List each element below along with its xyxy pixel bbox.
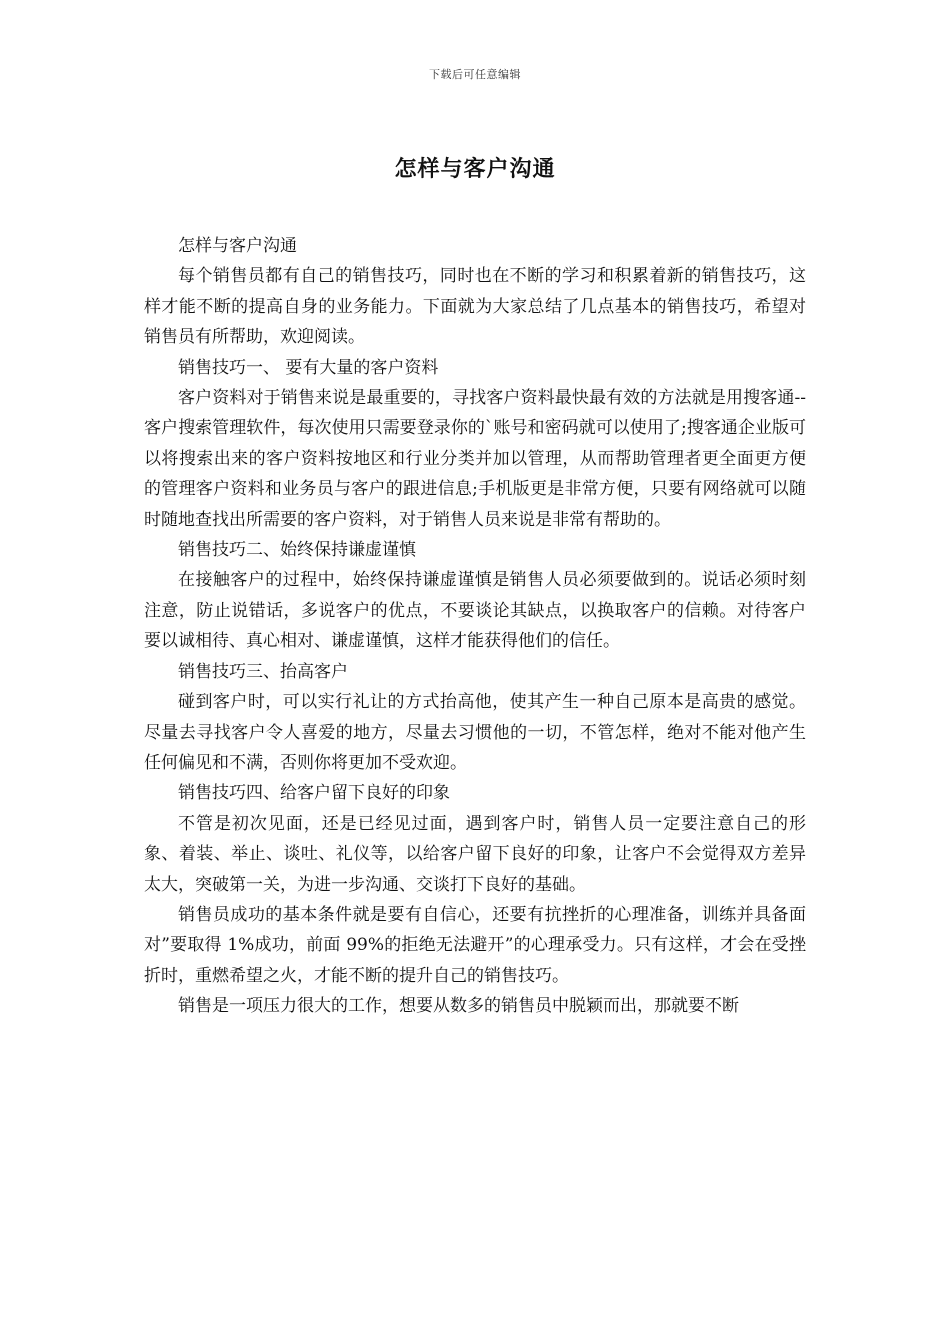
document-body xyxy=(144,231,806,1022)
paragraph-subtitle: 怎样与客户沟通 xyxy=(178,236,297,256)
document-title: 怎样与客户沟通 xyxy=(394,156,556,182)
paragraph-section-1: 客户资料对于销售来说是最重要的，寻找客户资料最快最有效的方法就是用搜客通--客户搜索管理软件，每次使用只需要登录你的`账号和密码就可以使用了;搜客通企业版可以将搜索出来的客户资料按地区和行业分类并加以管理，从而帮助管理者更全面更方便的管理客户资料和业务员与客户的跟进信息;手机版更是非常方便，只要有网络就可以随时随地查找出所需要的客户资料，对于销售人员来说是非常有帮助的。 xyxy=(144,388,806,530)
paragraph-section-3: 碰到客户时，可以实行礼让的方式抬高他，使其产生一种自己原本是高贵的感觉。尽量去寻找客户令人喜爱的地方，尽量去习惯他的一切，不管怎样，绝对不能对他产生任何偏见和不满，否则你将更加不受欢迎。 xyxy=(144,692,806,773)
section-heading-4: 销售技巧四、给客户留下良好的印象 xyxy=(178,783,450,804)
paragraph-intro: 每个销售员都有自己的销售技巧，同时也在不断的学习和积累着新的销售技巧，这样才能不断的提高自身的业务能力。下面就为大家总结了几点基本的销售技巧，希望对销售员有所帮助，欢迎阅读。 xyxy=(144,266,806,348)
paragraph-confidence: 销售员成功的基本条件就是要有自信心，还要有抗挫折的心理准备，训练并具备面对”要取得 1%成功，前面 99%的拒绝无法避开”的心理承受力。只有这样，才会在受挫折时，重燃希望之火，才能不断的提升自己的销售技巧。 xyxy=(144,904,806,986)
section-heading-2: 销售技巧二、始终保持谦虚谨慎 xyxy=(178,540,416,561)
paragraph-pressure: 销售是一项压力很大的工作，想要从数多的销售员中脱颖而出，那就要不断 xyxy=(178,996,739,1017)
page-header: 下载后可任意编辑 xyxy=(429,68,521,81)
section-heading-1: 销售技巧一、 要有大量的客户资料 xyxy=(178,357,439,378)
section-heading-3: 销售技巧三、抬高客户 xyxy=(178,661,348,682)
paragraph-section-4: 不管是初次见面，还是已经见过面，遇到客户时，销售人员一定要注意自己的形象、着装、举止、谈吐、礼仪等，以给客户留下良好的印象，让客户不会觉得双方差异太大，突破第一关，为进一步沟通、交谈打下良好的基础。 xyxy=(144,813,806,895)
paragraph-section-2: 在接触客户的过程中，始终保持谦虚谨慎是销售人员必须要做到的。说话必须时刻注意，防止说错话，多说客户的优点，不要谈论其缺点，以换取客户的信赖。对待客户要以诚相待、真心相对、谦虚谨慎，这样才能获得他们的信任。 xyxy=(144,570,806,652)
